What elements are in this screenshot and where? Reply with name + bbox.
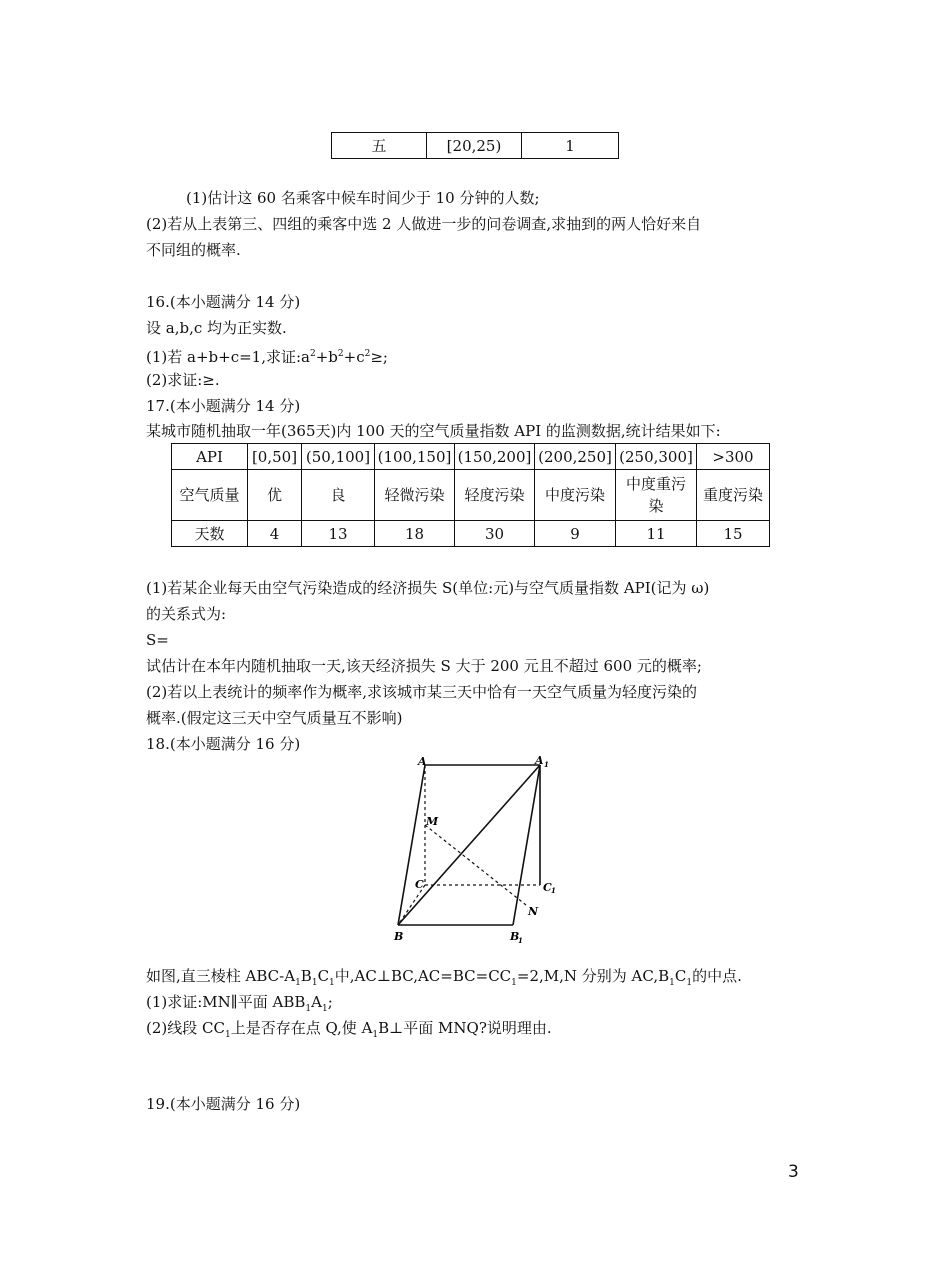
- edge-A1B: [398, 765, 540, 925]
- table-cell: (150,200]: [455, 444, 535, 470]
- prism-figure: [380, 750, 560, 945]
- table-row: [332, 133, 619, 159]
- q17-part1-line3: 试估计在本年内随机抽取一天,该天经济损失 S 大于 200 元且不超过 600 元的概率;: [146, 657, 702, 675]
- q17-intro: 某城市随机抽取一年(365天)内 100 天的空气质量指数 API 的监测数据,统计结果如下:: [146, 422, 721, 440]
- label-C1-sub: 1: [551, 886, 556, 895]
- label-N: N: [528, 905, 539, 918]
- table-cell: API: [172, 444, 248, 470]
- table-cell: 30: [455, 521, 535, 547]
- table-cell: 良: [302, 470, 375, 521]
- table-cell: 1: [522, 133, 619, 159]
- q18-part2: (2)线段 $CC_1$上是否存在点 Q,使 $A_1B\perp$平面 MNQ?说明理由.: [146, 1019, 552, 1040]
- table-cell: 13: [302, 521, 375, 547]
- table-cell: 15: [697, 521, 770, 547]
- q18-intro: 如图,直三棱柱 ABC-$A_1B_1C_1$中$,AC\perp BC,AC=BC=CC_1=2,M,N$ 分别为 $AC,B_1C_1$的中点.: [146, 967, 742, 988]
- table-cell: 中度重污染: [616, 470, 697, 521]
- table-cell: 轻微污染: [375, 470, 455, 521]
- q18-header: 18.(本小题满分 16 分): [146, 735, 301, 753]
- table-cell: 4: [248, 521, 302, 547]
- table-cell: (50,100]: [302, 444, 375, 470]
- q16-part1: (1)若 a+b+c=1,求证$:a^2+b^2+c^2\ge$;: [146, 348, 388, 366]
- table-cell: 五: [332, 133, 427, 159]
- table-cell: (200,250]: [535, 444, 616, 470]
- q15-part1: (1)估计这 60 名乘客中候车时间少于 10 分钟的人数;: [186, 189, 540, 207]
- table-cell: (250,300]: [616, 444, 697, 470]
- table-row-days: [172, 521, 770, 547]
- label-A1: A: [535, 754, 544, 767]
- q17-formula: S=: [146, 631, 169, 649]
- table-cell: 轻度污染: [455, 470, 535, 521]
- q15-part2-line1: (2)若从上表第三、四组的乘客中选 2 人做进一步的问卷调查,求抽到的两人恰好来自: [146, 215, 702, 233]
- table-cell: 9: [535, 521, 616, 547]
- q16-part2: (2)求证:≥.: [146, 371, 220, 389]
- table-cell: 重度污染: [697, 470, 770, 521]
- q18-part1: (1)求证:MN∥平面 $ABB_1A_1$;: [146, 993, 333, 1014]
- api-table: [171, 443, 770, 547]
- label-B: B: [394, 930, 404, 943]
- table-cell: 18: [375, 521, 455, 547]
- label-A: A: [418, 755, 427, 768]
- label-A1-sub: 1: [544, 760, 549, 769]
- edge-A1B1: [513, 765, 540, 925]
- q16-header: 16.(本小题满分 14 分): [146, 293, 301, 311]
- table-row-quality: [172, 470, 770, 521]
- edge-AB: [398, 765, 425, 925]
- table-cell: (100,150]: [375, 444, 455, 470]
- q16-intro: 设 a,b,c 均为正实数.: [146, 319, 287, 337]
- table-cell: 天数: [172, 521, 248, 547]
- table-cell: 空气质量: [172, 470, 248, 521]
- q15-part2-line2: 不同组的概率.: [146, 241, 241, 259]
- q17-header: 17.(本小题满分 14 分): [146, 397, 301, 415]
- table-cell: 中度污染: [535, 470, 616, 521]
- q17-part2-line1: (2)若以上表统计的频率作为概率,求该城市某三天中恰有一天空气质量为轻度污染的: [146, 683, 698, 701]
- q17-part1-line2: 的关系式为:: [146, 605, 227, 623]
- waiting-time-table-tail: [331, 132, 619, 159]
- q17-part1-line1: (1)若某企业每天由空气污染造成的经济损失 S(单位:元)与空气质量指数 API(记为 ω): [146, 579, 710, 597]
- table-cell: [20,25): [427, 133, 522, 159]
- label-C: C: [415, 878, 424, 891]
- table-cell: 优: [248, 470, 302, 521]
- label-M: M: [426, 815, 439, 828]
- table-cell: >300: [697, 444, 770, 470]
- q17-part2-line2: 概率.(假定这三天中空气质量互不影响): [146, 709, 403, 727]
- label-C1: C: [543, 881, 552, 894]
- label-B1: B: [510, 930, 520, 943]
- table-cell: 11: [616, 521, 697, 547]
- table-row-api: [172, 444, 770, 470]
- page-number: 3: [788, 1162, 799, 1182]
- table-cell: [0,50]: [248, 444, 302, 470]
- label-B1-sub: 1: [518, 936, 523, 945]
- q19-header: 19.(本小题满分 16 分): [146, 1095, 301, 1113]
